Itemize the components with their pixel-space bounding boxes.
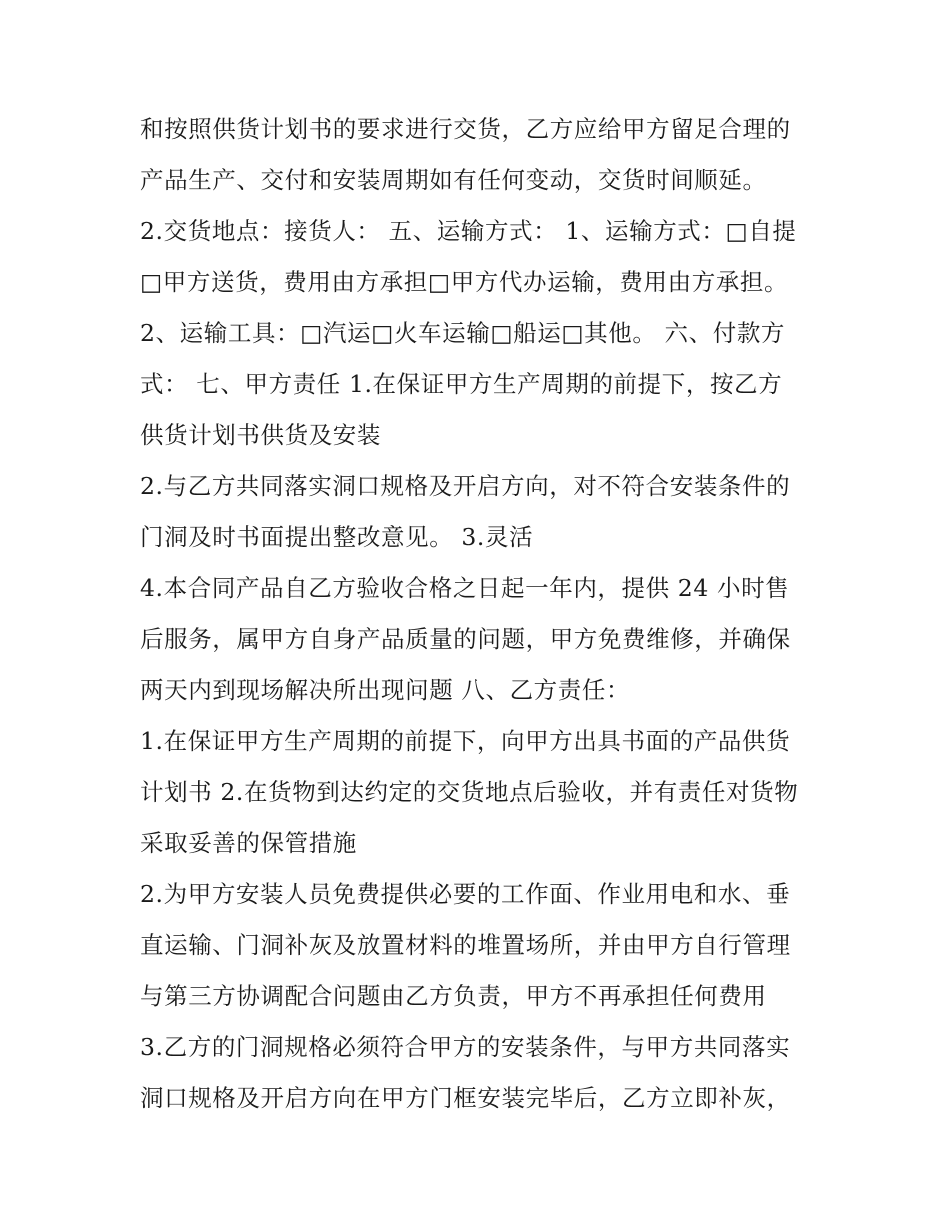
text-line: 和按照供货计划书的要求进行交货，乙方应给甲方留足合理的 — [140, 115, 791, 143]
text-line: 后服务，属甲方自身产品质量的问题，甲方免费维修，并确保 — [140, 625, 791, 653]
text-line: 4.本合同产品自乙方验收合格之日起一年内，提供 24 小时售 — [140, 574, 790, 602]
text-line: 洞口规格及开启方向在甲方门框安装完毕后，乙方立即补灰， — [140, 1084, 791, 1112]
text-line: 式： 七、甲方责任 1.在保证甲方生产周期的前提下，按乙方 — [140, 370, 783, 398]
text-line: 2、运输工具：□汽运□火车运输□船运□其他。 六、付款方 — [140, 319, 786, 347]
text-line: 产品生产、交付和安装周期如有任何变动，交货时间顺延。 — [140, 166, 767, 194]
text-line: 两天内到现场解决所出现问题 八、乙方责任： — [140, 676, 631, 704]
text-line: 采取妥善的保管措施 — [140, 829, 357, 857]
text-line: □甲方送货，费用由方承担□甲方代办运输，费用由方承担。 — [140, 268, 789, 296]
text-line: 直运输、门洞补灰及放置材料的堆置场所，并由甲方自行管理 — [140, 931, 791, 959]
text-line: 1.在保证甲方生产周期的前提下，向甲方出具书面的产品供货 — [140, 727, 791, 755]
text-line: 供货计划书供货及安装 — [140, 421, 381, 449]
text-line: 门洞及时书面提出整改意见。 3.灵活 — [140, 523, 534, 551]
text-line: 与第三方协调配合问题由乙方负责，甲方不再承担任何费用 — [140, 982, 767, 1010]
text-line: 2.与乙方共同落实洞口规格及开启方向，对不符合安装条件的 — [140, 472, 791, 500]
text-line: 2.交货地点：接货人： 五、运输方式： 1、运输方式：□自提 — [140, 217, 797, 245]
text-line: 计划书 2.在货物到达约定的交货地点后验收，并有责任对货物 — [140, 778, 799, 806]
contract-text-body — [140, 104, 830, 1124]
text-line: 2.为甲方安装人员免费提供必要的工作面、作业用电和水、垂 — [140, 880, 791, 908]
text-line: 3.乙方的门洞规格必须符合甲方的安装条件，与甲方共同落实 — [140, 1033, 791, 1061]
